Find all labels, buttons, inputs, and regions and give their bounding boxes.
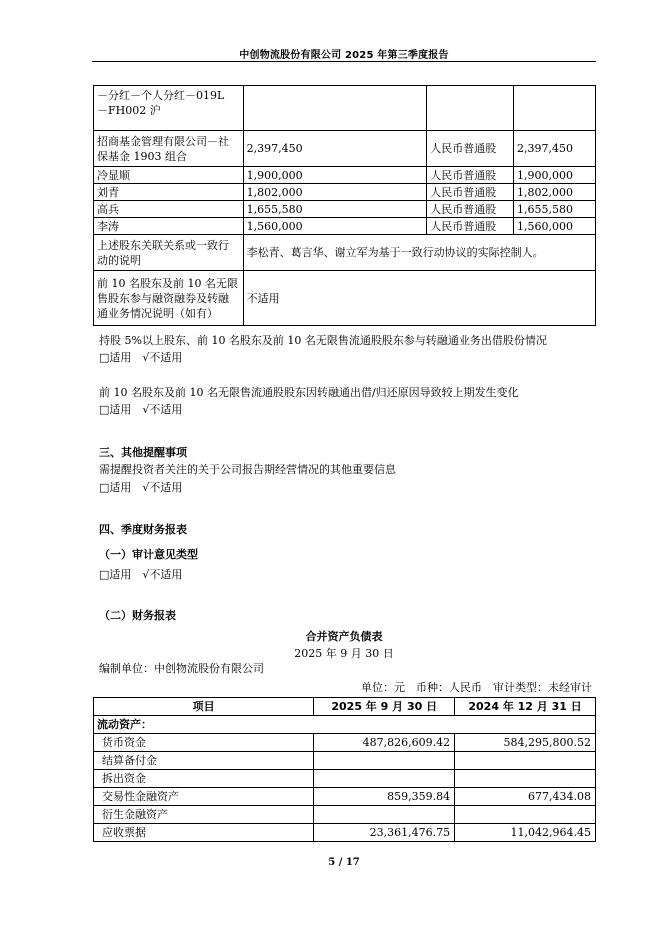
unit-line: 单位：元 币种：人民币 审计类型：未经审计 bbox=[361, 681, 592, 694]
relation-text: 李松青、葛言华、谢立军为基于一致行动协议的实际控制人。 bbox=[243, 235, 595, 271]
section-row bbox=[94, 716, 596, 734]
name-line: －FH002 沪 bbox=[97, 104, 161, 117]
column-header: 2024 年 12 月 31 日 bbox=[455, 698, 596, 716]
table-row bbox=[94, 86, 596, 131]
shareholder-name: 刘青 bbox=[94, 184, 244, 201]
value-prior: 677,434.08 bbox=[455, 788, 596, 806]
table-row bbox=[94, 167, 596, 184]
header-divider bbox=[92, 61, 596, 62]
label-line: 上述股东关联关系或一致行 bbox=[97, 238, 229, 252]
item-cell: 应收票据 bbox=[94, 824, 314, 842]
shareholder-name: 冷显顺 bbox=[94, 167, 244, 184]
column-header: 项目 bbox=[94, 698, 314, 716]
table-row bbox=[94, 824, 596, 842]
relation-label bbox=[94, 235, 244, 271]
change-title: 前 10 名股东及前 10 名无限售流通股股东因转融通出借/归还原因导致较上期发生变化 bbox=[99, 386, 519, 399]
share-amount-2: 1,802,000 bbox=[514, 184, 596, 201]
share-type: 人民币普通股 bbox=[427, 131, 514, 167]
name-line: 保基金 1903 组合 bbox=[97, 149, 187, 163]
share-amount: 1,560,000 bbox=[243, 218, 427, 235]
value-prior bbox=[455, 770, 596, 788]
share-amount-2 bbox=[514, 86, 596, 131]
item-cell: 交易性金融资产 bbox=[94, 788, 314, 806]
table-row bbox=[94, 734, 596, 752]
share-amount: 1,655,580 bbox=[243, 201, 427, 218]
table-header-row bbox=[94, 698, 596, 716]
section3-text: 需提醒投资者关注的关于公司报告期经营情况的其他重要信息 bbox=[99, 463, 396, 476]
share-type: 人民币普通股 bbox=[427, 167, 514, 184]
value-current: 487,826,609.42 bbox=[314, 734, 455, 752]
table-row bbox=[94, 770, 596, 788]
financial-statements-heading: （二）财务报表 bbox=[99, 609, 176, 622]
label-line: 前 10 名股东及前 10 名无限 bbox=[97, 276, 238, 290]
value-prior: 584,295,800.52 bbox=[455, 734, 596, 752]
share-amount: 2,397,450 bbox=[243, 131, 427, 167]
value-prior bbox=[455, 806, 596, 824]
share-amount-2: 2,397,450 bbox=[514, 131, 596, 167]
margin-label bbox=[94, 271, 244, 326]
value-current bbox=[314, 806, 455, 824]
value-prior bbox=[455, 752, 596, 770]
item-cell: 衍生金融资产 bbox=[94, 806, 314, 824]
margin-text: 不适用 bbox=[243, 271, 595, 326]
label-line: 通业务情况说明（如有） bbox=[97, 306, 218, 320]
table-row bbox=[94, 235, 596, 271]
table-row bbox=[94, 201, 596, 218]
share-type: 人民币普通股 bbox=[427, 184, 514, 201]
name-line: －分红－个人分红－019L bbox=[97, 89, 225, 102]
share-amount-2: 1,560,000 bbox=[514, 218, 596, 235]
share-type: 人民币普通股 bbox=[427, 201, 514, 218]
label-line: 动的说明 bbox=[97, 253, 141, 267]
preparer: 编制单位：中创物流股份有限公司 bbox=[99, 662, 264, 675]
item-cell: 拆出资金 bbox=[94, 770, 314, 788]
value-current: 859,359.84 bbox=[314, 788, 455, 806]
table-row bbox=[94, 131, 596, 167]
table-row bbox=[94, 218, 596, 235]
section3-heading: 三、其他提醒事项 bbox=[99, 446, 187, 459]
shareholder-name bbox=[94, 131, 244, 167]
page-header-title: 中创物流股份有限公司 2025 年第三季度报告 bbox=[239, 50, 449, 61]
label-line: 售股东参与融资融券及转融 bbox=[97, 291, 229, 305]
table-row bbox=[94, 752, 596, 770]
audit-opinion-check: □适用 √不适用 bbox=[99, 568, 183, 581]
value-prior: 11,042,964.45 bbox=[455, 824, 596, 842]
name-line: 招商基金管理有限公司－社 bbox=[97, 134, 229, 148]
share-amount bbox=[243, 86, 427, 131]
audit-opinion-heading: （一）审计意见类型 bbox=[99, 548, 198, 561]
lending-check: □适用 √不适用 bbox=[99, 351, 183, 364]
page-number: 5 / 17 bbox=[328, 857, 360, 868]
shareholder-name bbox=[94, 86, 244, 131]
table-row bbox=[94, 788, 596, 806]
table-row bbox=[94, 184, 596, 201]
shareholder-name: 高兵 bbox=[94, 201, 244, 218]
item-cell: 货币资金 bbox=[94, 734, 314, 752]
share-type: 人民币普通股 bbox=[427, 218, 514, 235]
table-row bbox=[94, 806, 596, 824]
value-current bbox=[314, 770, 455, 788]
share-amount: 1,900,000 bbox=[243, 167, 427, 184]
balance-sheet-title: 合并资产负债表 bbox=[305, 630, 383, 643]
shareholder-table bbox=[93, 85, 596, 326]
section-label: 流动资产： bbox=[94, 716, 596, 734]
shareholder-name: 李涛 bbox=[94, 218, 244, 235]
section3-check: □适用 √不适用 bbox=[99, 481, 183, 494]
share-amount: 1,802,000 bbox=[243, 184, 427, 201]
balance-sheet-date: 2025 年 9 月 30 日 bbox=[294, 647, 394, 660]
item-cell: 结算备付金 bbox=[94, 752, 314, 770]
column-header: 2025 年 9 月 30 日 bbox=[314, 698, 455, 716]
table-row bbox=[94, 271, 596, 326]
section4-heading: 四、季度财务报表 bbox=[99, 523, 187, 536]
value-current bbox=[314, 752, 455, 770]
change-check: □适用 √不适用 bbox=[99, 403, 183, 416]
lending-title: 持股 5%以上股东、前 10 名股东及前 10 名无限售流通股股东参与转融通业务出借股份情况 bbox=[99, 334, 547, 347]
share-amount-2: 1,655,580 bbox=[514, 201, 596, 218]
value-current: 23,361,476.75 bbox=[314, 824, 455, 842]
share-amount-2: 1,900,000 bbox=[514, 167, 596, 184]
balance-sheet-table bbox=[93, 697, 596, 842]
share-type bbox=[427, 86, 514, 131]
